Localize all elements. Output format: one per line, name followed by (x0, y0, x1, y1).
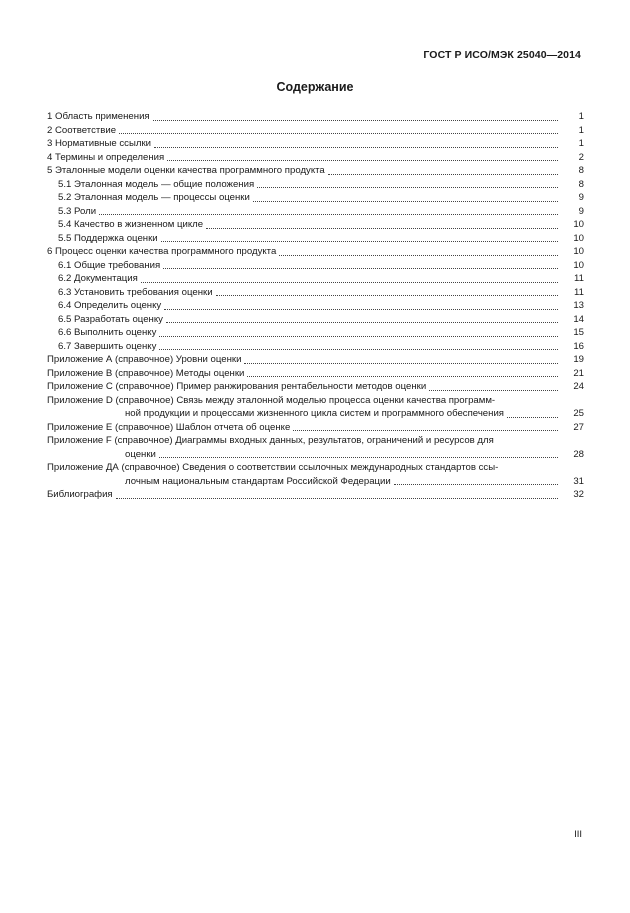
toc-entry-text: 3 Нормативные ссылки (47, 137, 154, 151)
dot-leader (141, 282, 558, 283)
toc-entry[interactable] (47, 178, 584, 192)
toc-entry-text: 4 Термины и определения (47, 151, 167, 165)
dot-leader (159, 336, 558, 337)
toc-entry-text-continued: оценки (47, 448, 159, 462)
toc-entry[interactable] (47, 326, 584, 340)
toc-entry[interactable] (47, 272, 584, 286)
toc-page-number: 24 (573, 381, 584, 392)
toc-entry[interactable] (47, 218, 584, 232)
toc-entry-text: 2 Соответствие (47, 124, 119, 138)
toc-entry-text-continued: лочным национальным стандартам Российской Федерации (47, 475, 394, 489)
toc-page-number: 9 (578, 192, 584, 203)
dot-leader (167, 160, 558, 161)
toc-entry-annex-e[interactable] (47, 421, 584, 435)
toc-entry[interactable] (47, 191, 584, 205)
toc-entry-text: Приложение В (справочное) Методы оценки (47, 367, 247, 381)
dot-leader (328, 174, 558, 175)
toc-page-number: 8 (578, 178, 584, 190)
toc-page-number: 16 (573, 340, 584, 352)
dot-leader (429, 390, 558, 391)
toc-page-number: 31 (573, 475, 584, 487)
toc-entry-text: Приложение Е (справочное) Шаблон отчета об оценке (47, 421, 293, 435)
dot-leader (244, 363, 558, 364)
dot-leader (154, 147, 558, 148)
toc-entry-text: 5.2 Эталонная модель — процессы оценки (58, 191, 253, 205)
dot-leader (253, 201, 558, 202)
toc-entry-text: 6.5 Разработать оценку (58, 313, 166, 327)
toc-page-number: 10 (573, 219, 584, 230)
toc-page-number: 2 (578, 151, 584, 163)
toc-entry[interactable] (47, 313, 584, 327)
toc-page-number: 11 (574, 273, 584, 284)
toc-entry[interactable] (47, 245, 584, 259)
toc-entry-text: 6.7 Завершить оценку (58, 340, 159, 354)
toc-entry-text: 5.5 Поддержка оценки (58, 232, 161, 246)
table-of-contents (47, 110, 584, 502)
toc-page-number: 19 (573, 354, 584, 365)
dot-leader (293, 430, 558, 431)
dot-leader (166, 322, 558, 323)
toc-entry-text: Приложение С (справочное) Пример ранжирования рентабельности методов оценки (47, 380, 429, 394)
toc-entry-text: Приложение F (справочное) Диаграммы входных данных, результатов, ограничений и ресурсов для (47, 435, 494, 446)
toc-page-number: 8 (578, 165, 584, 176)
toc-entry-annex-da[interactable] (47, 461, 584, 488)
toc-page-number: 14 (573, 313, 584, 325)
toc-entry-annex-d[interactable] (47, 394, 584, 421)
toc-entry-text-continued: ной продукции и процессами жизненного цикла систем и программного обеспечения (47, 407, 507, 421)
toc-page-number: 10 (573, 232, 584, 244)
toc-page-number: 15 (573, 327, 584, 338)
dot-leader (279, 255, 558, 256)
toc-entry-text: 6.1 Общие требования (58, 259, 163, 273)
toc-entry-text: Приложение А (справочное) Уровни оценки (47, 353, 244, 367)
toc-entry-annex-f[interactable] (47, 434, 584, 461)
toc-entry-text: 5.3 Роли (58, 205, 99, 219)
toc-page-number: 9 (578, 205, 584, 217)
toc-page-number: 13 (573, 300, 584, 311)
toc-page-number: 32 (573, 489, 584, 500)
dot-leader (216, 295, 558, 296)
toc-entry-text: 1 Область применения (47, 110, 153, 124)
toc-entry-text: 6 Процесс оценки качества программного продукта (47, 245, 279, 259)
dot-leader (153, 120, 558, 121)
dot-leader (161, 241, 558, 242)
toc-entry[interactable] (47, 232, 584, 246)
toc-entry[interactable] (47, 137, 584, 151)
toc-title: Содержание (276, 80, 354, 94)
toc-entry-text: Приложение D (справочное) Связь между эталонной моделью процесса оценки качества программ- (47, 394, 496, 406)
toc-entry[interactable] (47, 110, 584, 124)
toc-page-number: 27 (573, 421, 584, 433)
toc-page-number: 1 (578, 111, 584, 122)
document-code: ГОСТ Р ИСО/МЭК 25040—2014 (423, 49, 581, 61)
toc-entry-text: 6.3 Установить требования оценки (58, 286, 216, 300)
dot-leader (99, 214, 558, 215)
toc-entry-text: 5.1 Эталонная модель — общие положения (58, 178, 257, 192)
toc-entry[interactable] (47, 164, 584, 178)
toc-page-number: 25 (573, 408, 584, 419)
toc-page-number: 28 (573, 448, 584, 460)
dot-leader (394, 484, 558, 485)
toc-entry-text: Приложение ДА (справочное) Сведения о соответствии ссылочных международных стандартов ссы- (47, 462, 499, 473)
dot-leader (159, 457, 558, 458)
toc-entry-text: Библиография (47, 488, 116, 502)
dot-leader (159, 349, 558, 350)
dot-leader (257, 187, 558, 188)
toc-page-number: 21 (573, 367, 584, 379)
toc-page-number: 11 (574, 286, 584, 298)
toc-entry[interactable] (47, 353, 584, 367)
toc-page-number: 10 (573, 259, 584, 271)
dot-leader (163, 268, 558, 269)
dot-leader (206, 228, 558, 229)
dot-leader (247, 376, 558, 377)
toc-page-number: 1 (578, 138, 584, 149)
toc-entry[interactable] (47, 124, 584, 138)
toc-entry-text: 6.2 Документация (58, 272, 141, 286)
toc-entry[interactable] (47, 259, 584, 273)
toc-entry[interactable] (47, 340, 584, 354)
dot-leader (507, 417, 558, 418)
toc-entry[interactable] (47, 286, 584, 300)
toc-page-number: 10 (573, 246, 584, 257)
page-number: III (574, 829, 582, 840)
toc-entry-bibliography[interactable] (47, 488, 584, 502)
dot-leader (116, 498, 558, 499)
toc-entry-text: 6.6 Выполнить оценку (58, 326, 159, 340)
toc-entry[interactable] (47, 299, 584, 313)
toc-entry[interactable] (47, 205, 584, 219)
toc-entry[interactable] (47, 151, 584, 165)
toc-entry[interactable] (47, 367, 584, 381)
toc-entry[interactable] (47, 380, 584, 394)
dot-leader (164, 309, 558, 310)
toc-entry-text: 5.4 Качество в жизненном цикле (58, 218, 206, 232)
toc-page-number: 1 (578, 124, 584, 136)
dot-leader (119, 133, 558, 134)
toc-entry-text: 5 Эталонные модели оценки качества программного продукта (47, 164, 328, 178)
toc-entry-text: 6.4 Определить оценку (58, 299, 164, 313)
